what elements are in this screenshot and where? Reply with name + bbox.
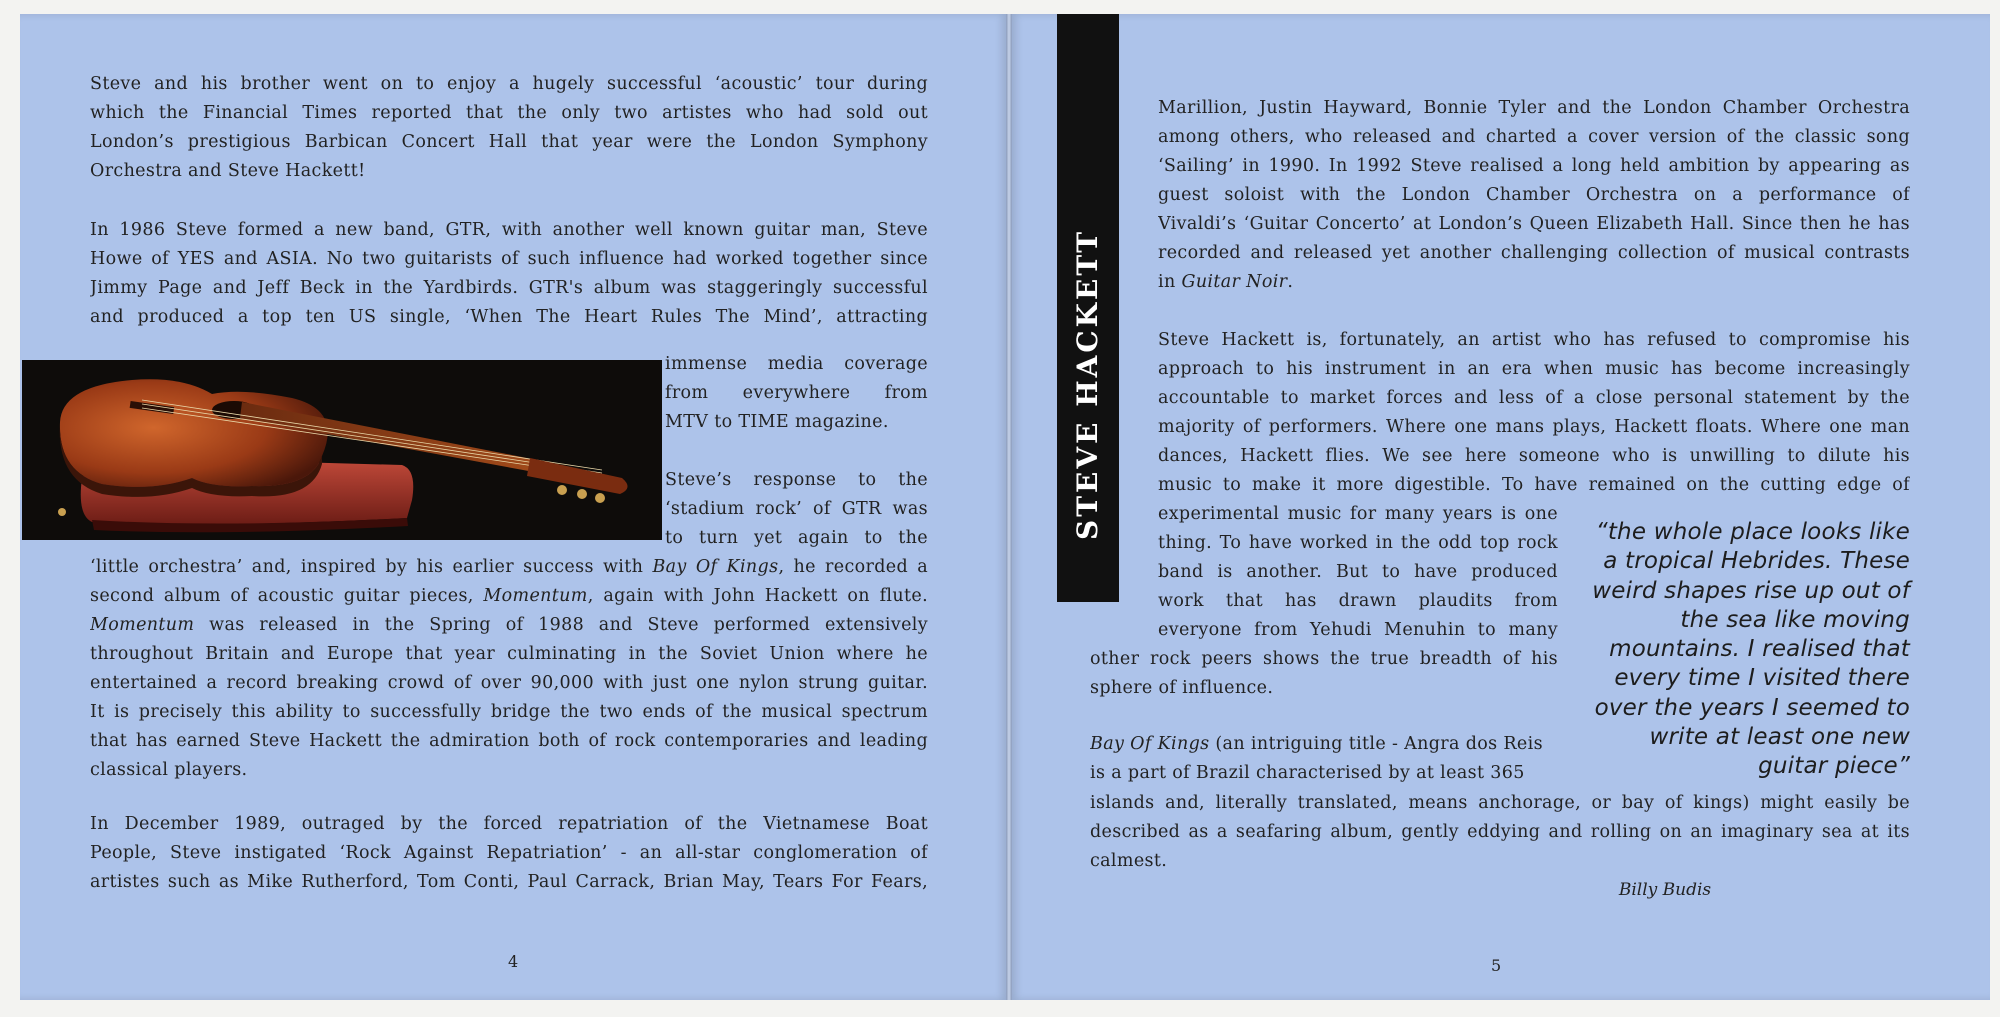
text-line: work that has drawn plaudits from (1158, 591, 1558, 611)
text-line: ‘stadium rock’ of GTR was (665, 499, 928, 519)
text-line: Marillion, Justin Hayward, Bonnie Tyler and the London Chamber Orchestra (1158, 98, 1910, 118)
quote-line: the sea like moving (1680, 606, 1910, 633)
page-number-left: 4 (508, 952, 519, 971)
text-line: among others, who released and charted a cover version of the classic song (1158, 127, 1910, 147)
text-line: throughout Britain and Europe that year culminating in the Soviet Union where he (90, 644, 928, 664)
text-line: calmest. (1090, 851, 1168, 871)
text-line: Steve and his brother went on to enjoy a hugely successful ‘acoustic’ tour during (90, 74, 928, 94)
left-paragraph-1 (90, 70, 928, 186)
right-paragraph-1 (1158, 94, 1910, 297)
text-line: dances, Hackett flies. We see here someone who is unwilling to dilute his (1158, 446, 1910, 466)
quote-line: weird shapes rise up out of (1592, 577, 1910, 604)
booklet-spine (1006, 14, 1012, 1000)
text-line: music to make it more digestible. To have remained on the cutting edge of (1158, 475, 1910, 495)
text-line: immense media coverage (665, 354, 928, 374)
text-line: to turn yet again to the (665, 528, 928, 548)
text-line: Momentum was released in the Spring of 1988 and Steve performed extensively (90, 615, 928, 635)
text-line: Steve Hackett is, fortunately, an artist who has refused to compromise his (1158, 330, 1910, 350)
text-line: is a part of Brazil characterised by at least 365 (1090, 763, 1525, 783)
text-line: Howe of YES and ASIA. No two guitarists of such influence had worked together since (90, 249, 928, 269)
text-line: Vivaldi’s ‘Guitar Concerto’ at London’s Queen Elizabeth Hall. Since then he has (1158, 214, 1910, 234)
side-title: STEVE HACKETT (1071, 228, 1104, 540)
text-line: other rock peers shows the true breadth of his (1090, 649, 1558, 669)
text-line: in Guitar Noir. (1158, 272, 1294, 292)
text-line: London’s prestigious Barbican Concert Hall that year were the London Symphony (90, 132, 928, 152)
text-line: experimental music for many years is one (1158, 504, 1558, 524)
quote-line: every time I visited there (1614, 665, 1910, 692)
text-line: classical players. (90, 760, 248, 780)
right-paragraph-2-end (1090, 645, 1558, 703)
text-line: second album of acoustic guitar pieces, Momentum, again with John Hackett on flute. (90, 586, 928, 606)
left-paragraph-3 (90, 553, 928, 785)
pull-quote (1580, 518, 1910, 782)
text-line: ‘little orchestra’ and, inspired by his earlier success with Bay Of Kings, he recorded a (90, 557, 928, 577)
text-line: which the Financial Times reported that the only two artistes who had sold out (90, 103, 928, 123)
quote-line: write at least one new (1649, 724, 1910, 751)
classical-guitar-image (22, 360, 662, 540)
text-line: that has earned Steve Hackett the admiration both of rock contemporaries and leading (90, 731, 928, 751)
text-line: described as a seafaring album, gently eddying and rolling on an imaginary sea at its (1090, 822, 1910, 842)
text-line: In December 1989, outraged by the forced repatriation of the Vietnamese Boat (90, 814, 928, 834)
left-paragraph-2 (90, 216, 928, 332)
text-line: thing. To have worked in the odd top rock (1158, 533, 1558, 553)
text-line: MTV to TIME magazine. (665, 412, 889, 432)
guitar-photo (22, 360, 662, 540)
text-line: recorded and released yet another challenging collection of musical contrasts (1158, 243, 1910, 263)
quote-line: mountains. I realised that (1609, 636, 1910, 663)
text-line: In 1986 Steve formed a new band, GTR, with another well known guitar man, Steve (90, 220, 928, 240)
right-paragraph-2-wrap (1158, 500, 1558, 645)
right-paragraph-3-start (1090, 730, 1558, 788)
page-number-right: 5 (1491, 956, 1502, 975)
text-line: It is precisely this ability to successfully bridge the two ends of the musical spectrum (90, 702, 928, 722)
quote-line: over the years I seemed to (1594, 694, 1910, 721)
text-line: Bay Of Kings (an intriguing title - Angra dos Reis (1090, 734, 1543, 754)
quote-line: “the whole place looks like (1595, 519, 1910, 545)
left-paragraph-3-wrap (665, 466, 928, 553)
text-line: guest soloist with the London Chamber Orchestra on a performance of (1158, 185, 1910, 205)
quote-line: a tropical Hebrides. These (1603, 548, 1910, 575)
text-line: Steve’s response to the (665, 470, 928, 490)
quote-line: guitar piece” (1758, 753, 1910, 780)
text-line: from everywhere from (665, 383, 928, 403)
right-paragraph-3 (1090, 789, 1910, 876)
text-line: sphere of influence. (1090, 678, 1274, 698)
text-line: approach to his instrument in an era when music has become increasingly (1158, 359, 1910, 379)
text-line: accountable to market forces and less of a close personal statement by the (1158, 388, 1910, 408)
right-paragraph-2 (1158, 326, 1910, 500)
text-line: band is another. But to have produced (1158, 562, 1558, 582)
text-line: Orchestra and Steve Hackett! (90, 161, 366, 181)
author-signature: Billy Budis (1618, 880, 1712, 900)
text-line: entertained a record breaking crowd of over 90,000 with just one nylon strung guitar. (90, 673, 928, 693)
text-line: artistes such as Mike Rutherford, Tom Conti, Paul Carrack, Brian May, Tears For Fears, (90, 872, 928, 892)
text-line: ‘Sailing’ in 1990. In 1992 Steve realised a long held ambition by appearing as (1158, 156, 1910, 176)
left-paragraph-4 (90, 810, 928, 897)
text-line: islands and, literally translated, means anchorage, or bay of kings) might easily be (1090, 793, 1910, 813)
text-line: everyone from Yehudi Menuhin to many (1158, 620, 1558, 640)
text-line: People, Steve instigated ‘Rock Against Repatriation’ - an all-star conglomeration of (90, 843, 928, 863)
text-line: and produced a top ten US single, ‘When The Heart Rules The Mind’, attracting (90, 307, 928, 327)
left-paragraph-2-wrap (665, 350, 928, 437)
text-line: Jimmy Page and Jeff Beck in the Yardbirds. GTR's album was staggeringly successful (90, 278, 928, 298)
text-line: majority of performers. Where one mans plays, Hackett floats. Where one man (1158, 417, 1910, 437)
